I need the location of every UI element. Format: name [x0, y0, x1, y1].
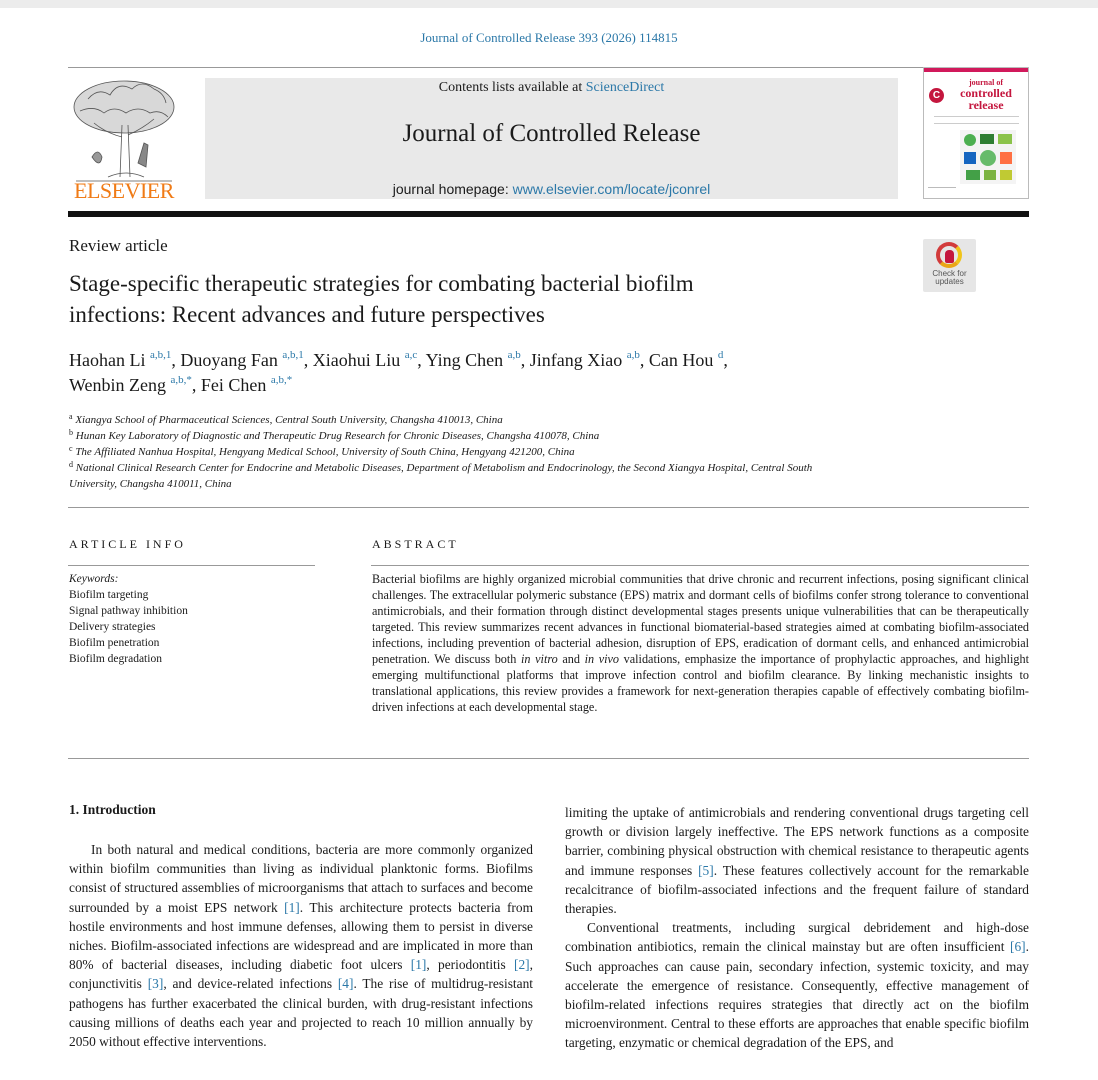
journal-cover-thumbnail[interactable]	[923, 67, 1029, 199]
abstract-text	[372, 571, 1029, 715]
author-separator: ,	[723, 350, 728, 370]
abstract-emphasis: in vitro	[521, 652, 558, 666]
check-for-updates-button[interactable]	[923, 239, 976, 292]
sciencedirect-link[interactable]: ScienceDirect	[585, 80, 665, 95]
section-divider	[68, 507, 1029, 508]
keyword-item: Signal pathway inhibition	[69, 605, 188, 617]
author-name[interactable]: Fei Chen	[200, 375, 267, 395]
check-updates-line1: Check for	[932, 269, 967, 278]
keyword-item: Biofilm targeting	[69, 589, 149, 601]
affiliation-item	[69, 476, 969, 492]
title-line-2: infections: Recent advances and future perspectives	[69, 302, 545, 327]
author-affil-marker[interactable]: d	[717, 349, 724, 361]
keyword-item: Biofilm degradation	[69, 653, 162, 665]
body-text: , and device-related infections	[163, 976, 338, 992]
affiliation-text: University, Changsha 410011, China	[69, 478, 232, 490]
cover-fine-print	[934, 116, 1019, 124]
contents-prefix: Contents lists available at	[438, 80, 586, 95]
bookmark-icon	[945, 250, 954, 263]
body-paragraph	[565, 803, 1029, 918]
author-name[interactable]: Jinfang Xiao	[529, 350, 623, 370]
author-separator: ,	[417, 350, 426, 370]
keyword-item: Biofilm penetration	[69, 637, 160, 649]
cover-footer	[928, 187, 956, 195]
body-column-left	[69, 840, 533, 1051]
abstract-segment: validations, emphasize the importance of prophylactic approaches, and highlight emerging multifunctional platforms that improve infection control and biofilm clearance. By linking mechanistic insights to translational applications, this review provides a framework for next-generation therapies capable of effectively combating biofilm-driven infections at each developmental stage.	[372, 652, 1029, 714]
body-text: , conjunctivitis	[69, 957, 533, 992]
body-paragraph	[565, 918, 1029, 1052]
journal-citation-link[interactable]: Journal of Controlled Release 393 (2026) 114815	[420, 30, 678, 45]
author-separator: ,	[191, 375, 201, 395]
affiliation-item	[69, 460, 969, 476]
journal-header-box	[205, 78, 898, 199]
author-name[interactable]: Can Hou	[648, 350, 714, 370]
author-name[interactable]: Ying Chen	[425, 350, 504, 370]
abstract-rule	[371, 565, 1029, 566]
journal-title: Journal of Controlled Release	[402, 120, 701, 147]
keyword-item: Delivery strategies	[69, 621, 156, 633]
contents-availability	[205, 80, 898, 96]
author-separator: ,	[171, 350, 181, 370]
citation-ref[interactable]: [5]	[698, 862, 714, 878]
section-divider	[68, 758, 1029, 759]
body-column-right	[565, 803, 1029, 1053]
abstract-segment: and	[557, 652, 585, 666]
citation-ref[interactable]: [1]	[410, 957, 427, 973]
affiliation-item	[69, 444, 969, 460]
affiliation-mark: a	[69, 412, 73, 421]
affiliation-item	[69, 412, 969, 428]
body-text: Conventional treatments, including surgical debridement and high-dose combination antibiotics, remain the clinical mainstay but are often insufficient	[565, 920, 1029, 955]
affiliation-text: Xiangya School of Pharmaceutical Sciences, Central South University, Changsha 410013, China	[75, 414, 503, 426]
journal-homepage	[205, 181, 898, 197]
paper-title	[69, 268, 909, 330]
affiliation-text: National Clinical Research Center for Endocrine and Metabolic Diseases, Department of Metabolism and Endocrinology, the Second Xiangya Hospital, Central South	[75, 462, 813, 474]
body-paragraph	[69, 840, 533, 1051]
body-text: In both natural and medical conditions, bacteria are more commonly organized within biofilm communities than living as individual planktonic forms. Biofilms consist of structured assemblies of microorganisms that attach to surfaces and become surrounded by a moist EPS network	[69, 842, 533, 915]
author-affil-marker[interactable]: a,b,1	[149, 349, 172, 361]
article-type: Review article	[69, 236, 168, 255]
check-updates-label	[923, 270, 976, 286]
introduction-heading: 1. Introduction	[69, 802, 156, 817]
affiliation-mark: d	[69, 460, 73, 469]
body-text: . These features collectively account for the remarkable recalcitrance of biofilm-associated infections and the frequent failure of standard therapies.	[565, 862, 1029, 917]
cover-logo-icon: C	[929, 88, 944, 103]
author-affil-marker[interactable]: a,b	[626, 349, 640, 361]
author-name[interactable]: Duoyang Fan	[180, 350, 278, 370]
author-affil-marker[interactable]: a,b	[507, 349, 521, 361]
body-text: , periodontitis	[426, 957, 514, 973]
body-text: . This architecture protects bacteria from hostile environments and host immune defenses, allowing them to persist in diverse niches. Biofilm-associated infections are widespread and are implicated in more than 80% of bacterial diseases, including diabetic foot ulcers	[69, 899, 533, 973]
keywords-block	[69, 571, 309, 667]
citation-ref[interactable]: [2]	[514, 957, 530, 973]
author-affil-marker[interactable]: a,c	[404, 349, 418, 361]
title-line-1: Stage-specific therapeutic strategies for combating bacterial biofilm	[69, 271, 694, 296]
body-text: . The rise of multidrug-resistant pathogens has further exacerbated the clinical burden, with drug-resistant infections causing millions of deaths each year and projected to reach 10 million annually by 2050 without effective interventions.	[69, 976, 533, 1050]
abstract-heading: ABSTRACT	[372, 537, 459, 551]
check-updates-line2: updates	[935, 277, 964, 286]
author-name[interactable]: Haohan Li	[69, 350, 146, 370]
author-separator: ,	[303, 350, 313, 370]
body-text: . Such approaches can cause pain, secondary infection, systemic toxicity, and may accelerate the emergence of resistance. Consequently, effective management of biofilm-related infections requires strategies that directly act on the biofilm microenvironment. Central to these efforts are approaches that enable specific biofilm targeting, enzymatic or chemical degradation of the EPS, and	[565, 939, 1029, 1051]
author-list	[69, 348, 929, 398]
citation-ref[interactable]: [4]	[337, 976, 354, 992]
affiliation-mark: b	[69, 428, 73, 437]
citation-ref[interactable]: [3]	[147, 976, 164, 992]
cover-band	[924, 68, 1028, 72]
author-name[interactable]: Wenbin Zeng	[69, 375, 167, 395]
affiliation-text: The Affiliated Nanhua Hospital, Hengyang Medical School, University of South China, Hengyang 421200, China	[75, 446, 575, 458]
article-info-heading: ARTICLE INFO	[69, 537, 186, 551]
author-affil-marker[interactable]: a,b,1	[282, 349, 304, 361]
abstract-emphasis: in vivo	[584, 652, 620, 666]
author-name[interactable]: Xiaohui Liu	[312, 350, 401, 370]
viewer-top-bar	[0, 0, 1098, 8]
homepage-prefix: journal homepage:	[392, 181, 513, 197]
citation-ref[interactable]: [1]	[284, 899, 300, 915]
cover-controlled-release: controlled release	[960, 86, 1012, 112]
keywords-label: Keywords:	[69, 573, 119, 585]
author-affil-marker[interactable]: a,b,*	[170, 374, 192, 386]
author-affil-marker[interactable]: a,b,*	[270, 374, 293, 386]
author-separator: ,	[520, 350, 530, 370]
affiliations	[69, 412, 969, 492]
affiliation-mark: c	[69, 444, 73, 453]
header-divider	[68, 67, 1029, 68]
cover-artwork	[958, 128, 1018, 186]
article-info-rule	[68, 565, 315, 566]
abstract-segment: Bacterial biofilms are highly organized microbial communities that drive chronic and recurrent infections, posing significant clinical challenges. The extracellular polymeric substance (EPS) matrix and dormant cells of biofilms confer strong tolerance to conventional antimicrobials, and their formation through distinct developmental stages presents unique vulnerabilities that can be therapeutically targeted. This review summarizes recent advances in functional biomaterial-based strategies aimed at combating biofilm-associated infections, including prevention of bacterial adhesion, disruption of EPS, eradication of dormant cells, and enhanced antimicrobial penetration. We discuss both	[372, 572, 1029, 666]
cover-journal-of: journal of	[969, 78, 1003, 87]
homepage-link[interactable]: www.elsevier.com/locate/jconrel	[512, 181, 711, 197]
citation-ref[interactable]: [6]	[1010, 939, 1026, 955]
body-text: limiting the uptake of antimicrobials and rendering conventional drugs targeting cell growth or division largely ineffective. The EPS network functions as a composite barrier, combining physical obstruction with chemical resistance to therapeutic agents and immune responses	[565, 805, 1029, 878]
elsevier-wordmark[interactable]: ELSEVIER	[74, 178, 174, 203]
author-separator: ,	[639, 350, 649, 370]
header-thick-rule	[68, 211, 1029, 217]
affiliation-text: Hunan Key Laboratory of Diagnostic and Therapeutic Drug Research for Chronic Diseases, Changsha 410078, China	[75, 430, 600, 442]
affiliation-item	[69, 428, 969, 444]
